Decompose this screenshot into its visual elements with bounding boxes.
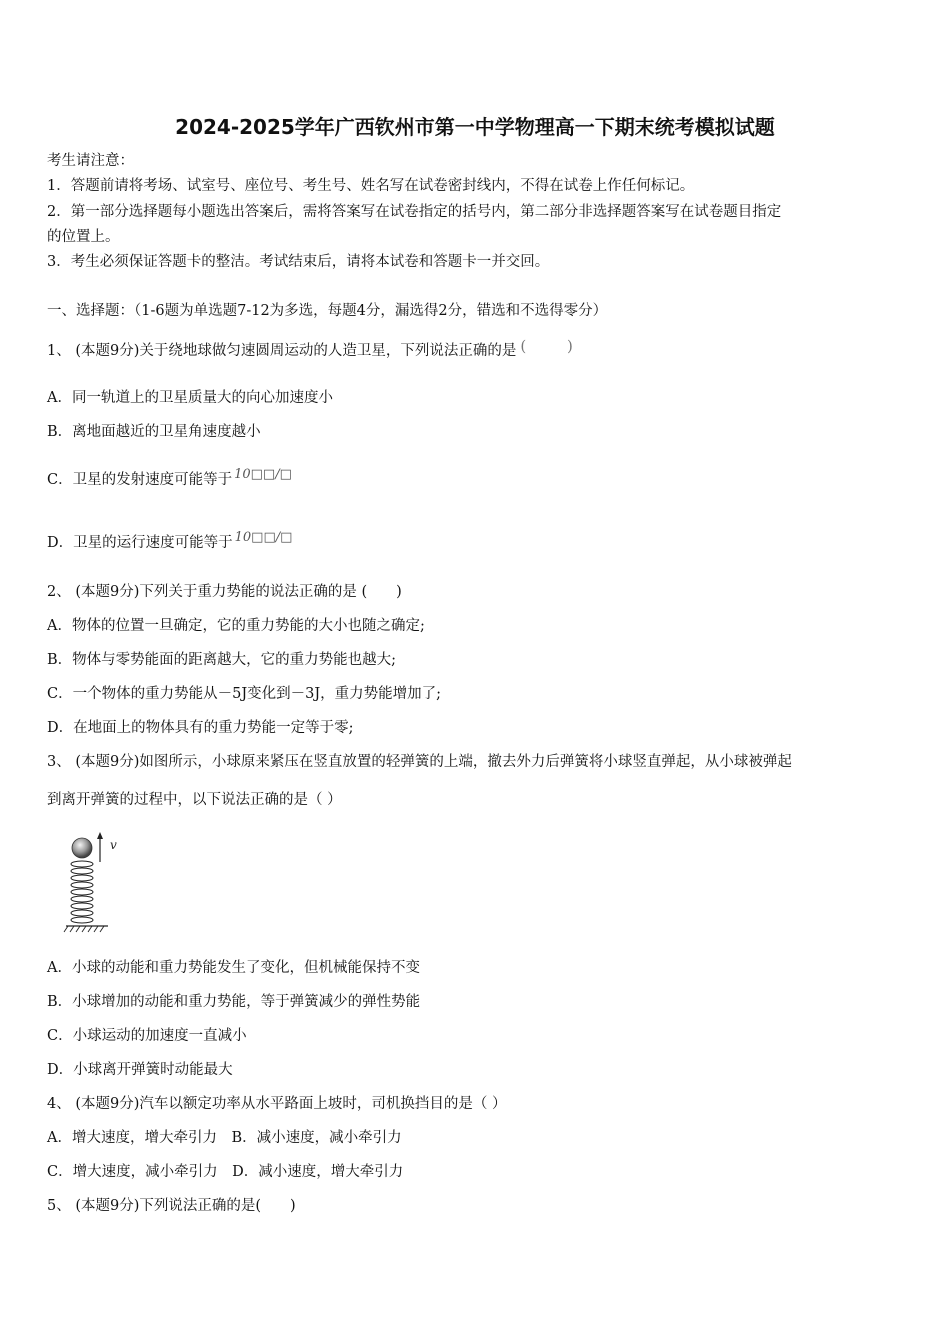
spring-ball-figure	[62, 830, 132, 935]
question-2-option-b: B．物体与零势能面的距离越大，它的重力势能也越大;	[47, 652, 397, 668]
question-2-stem: 2、 (本题9分)下列关于重力势能的说法正确的是 ( )	[47, 584, 402, 600]
question-1-option-d	[47, 530, 293, 553]
question-3-option-a: A．小球的动能和重力势能发生了变化，但机械能保持不变	[47, 960, 420, 976]
question-5-stem: 5、 (本题9分)下列说法正确的是( )	[47, 1198, 296, 1214]
notice-header: 考生请注意：	[47, 153, 134, 169]
option-c-text: C．卫星的发射速度可能等于	[47, 472, 233, 488]
question-4-options-cd: C．增大速度，减小牵引力 D．减小速度，增大牵引力	[47, 1164, 404, 1180]
question-1-option-b: B．离地面越近的卫星角速度越小	[47, 424, 261, 440]
question-4-stem: 4、 (本题9分)汽车以额定功率从水平路面上坡时，司机换挡目的是（ ）	[47, 1096, 507, 1112]
question-3-option-d: D．小球离开弹簧时动能最大	[47, 1062, 233, 1078]
question-3-option-c: C．小球运动的加速度一直减小	[47, 1028, 247, 1044]
question-4-options-ab: A．增大速度，增大牵引力 B．减小速度，减小牵引力	[47, 1130, 402, 1146]
question-1-stem	[47, 337, 591, 360]
notice-item-3: 3．考生必须保证答题卡的整洁。考试结束后，请将本试卷和答题卡一并交回。	[47, 254, 550, 270]
spring-icon	[71, 861, 93, 923]
velocity-formula: 10□□/□	[234, 530, 293, 545]
question-2-option-d: D．在地面上的物体具有的重力势能一定等于零;	[47, 720, 354, 736]
velocity-formula: 10□□/□	[234, 467, 292, 482]
ground-hatch	[64, 926, 104, 932]
ball-icon	[72, 838, 92, 858]
question-2-option-a: A．物体的位置一旦确定，它的重力势能的大小也随之确定;	[47, 618, 425, 634]
notice-item-1: 1．答题前请将考场、试室号、座位号、考生号、姓名写在试卷密封线内，不得在试卷上作任何标记。	[47, 178, 695, 194]
velocity-label: v	[110, 838, 117, 852]
question-1-option-c	[47, 467, 292, 490]
question-3-stem-cont: 到离开弹簧的过程中，以下说法正确的是（ ）	[47, 792, 342, 808]
answer-paren: ( )	[520, 337, 591, 355]
question-3-option-b: B．小球增加的动能和重力势能，等于弹簧减少的弹性势能	[47, 994, 421, 1010]
page-title: 2024-2025学年广西钦州市第一中学物理高一下期末统考模拟试题	[175, 115, 775, 139]
question-3-stem: 3、 (本题9分)如图所示，小球原来紧压在竖直放置的轻弹簧的上端，撤去外力后弹簧将小球竖直弹起，从小球被弹起	[47, 754, 792, 770]
section-heading: 一、选择题：（1-6题为单选题7-12为多选，每题4分，漏选得2分，错选和不选得零分）	[47, 303, 608, 319]
option-d-text: D．卫星的运行速度可能等于	[47, 535, 233, 551]
notice-item-2: 2．第一部分选择题每小题选出答案后，需将答案写在试卷指定的括号内，第二部分非选择题答案写在试卷题目指定	[47, 204, 782, 220]
notice-item-2-cont: 的位置上。	[47, 229, 120, 245]
question-1-option-a: A．同一轨道上的卫星质量大的向心加速度小	[47, 390, 333, 406]
question-2-option-c: C．一个物体的重力势能从－5J变化到－3J，重力势能增加了;	[47, 686, 442, 702]
question-1-text: 1、 (本题9分)关于绕地球做匀速圆周运动的人造卫星，下列说法正确的是	[47, 343, 517, 359]
